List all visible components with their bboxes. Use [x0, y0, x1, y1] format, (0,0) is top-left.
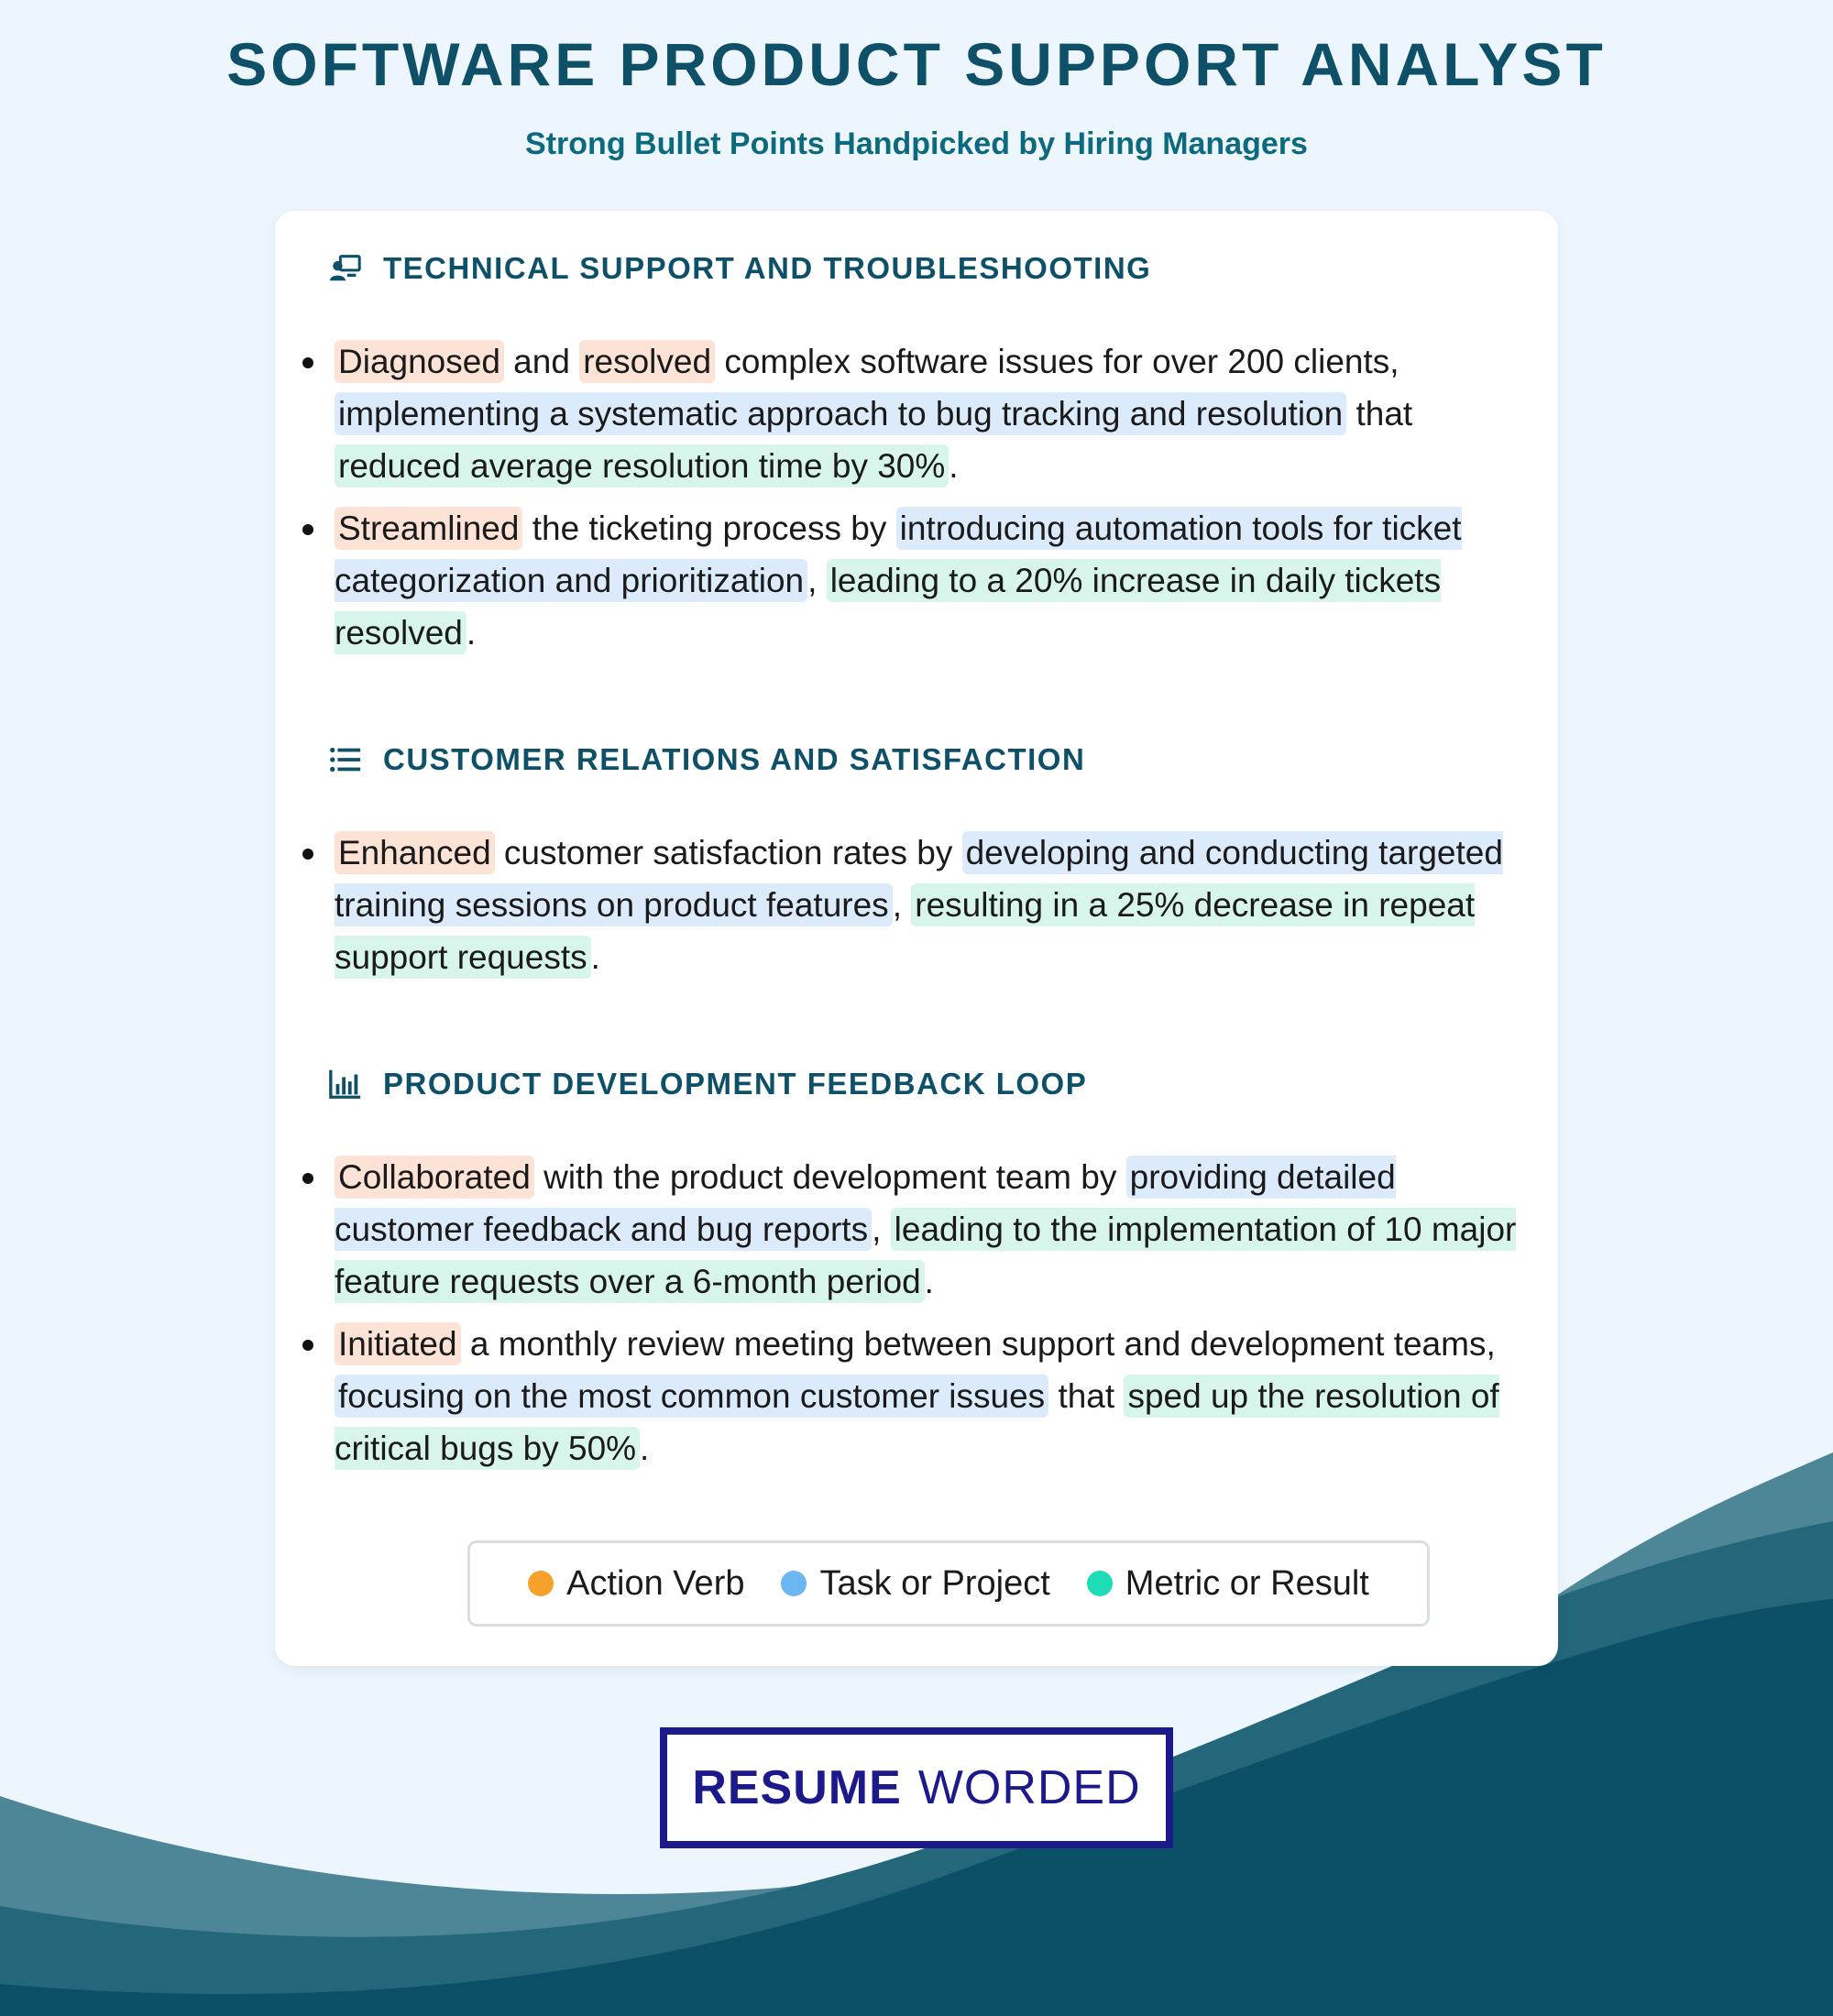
support-agent-icon: [328, 251, 363, 286]
bullet-text: .: [466, 614, 477, 652]
highlight-legend: [467, 1540, 1430, 1627]
orange-dot-icon: [528, 1571, 554, 1596]
bullet-item: [302, 1318, 1521, 1474]
blue-dot-icon: [781, 1571, 807, 1596]
page-subtitle: Strong Bullet Points Handpicked by Hiring Managers: [525, 126, 1308, 161]
metric-highlight: resulting in a 25% decrease in repeat support requests: [335, 883, 1475, 979]
legend-item-task-or-project: [781, 1564, 1049, 1604]
bullet-text: a monthly review meeting between support and development teams,: [460, 1325, 1496, 1363]
task-highlight: introducing automation tools for ticket categorization and prioritization: [335, 507, 1462, 602]
task-highlight: focusing on the most common customer issues: [335, 1375, 1048, 1418]
bullet-list-technical-support: [302, 335, 1521, 669]
bullet-text: .: [949, 447, 959, 485]
section-title-text: CUSTOMER RELATIONS AND SATISFACTION: [383, 742, 1086, 776]
action-verb-highlight: Initiated: [335, 1322, 461, 1365]
metric-highlight: reduced average resolution time by 30%: [335, 444, 949, 488]
task-highlight: providing detailed customer feedback and bug reports: [335, 1156, 1396, 1251]
action-verb-highlight: Enhanced: [335, 831, 495, 874]
bullet-text: ,: [872, 1211, 891, 1248]
legend-label: Action Verb: [566, 1563, 745, 1603]
bullet-item: [302, 502, 1521, 659]
task-highlight: implementing a systematic approach to bug tracking and resolution: [335, 392, 1346, 435]
section-title-text: PRODUCT DEVELOPMENT FEEDBACK LOOP: [383, 1067, 1088, 1101]
bullet-text: that: [1048, 1377, 1125, 1415]
metric-highlight: sped up the resolution of critical bugs by 50%: [335, 1375, 1499, 1470]
metric-highlight: leading to a 20% increase in daily tickets resolved: [335, 559, 1441, 654]
bullet-text: the ticketing process by: [522, 509, 896, 547]
teal-dot-icon: [1087, 1571, 1113, 1596]
bullet-text: complex software issues for over 200 clients,: [715, 343, 1399, 380]
logo-word-light: WORDED: [917, 1761, 1141, 1814]
bullet-text: .: [924, 1263, 934, 1300]
bullet-text: ,: [807, 562, 827, 599]
resume-worded-logo[interactable]: [660, 1727, 1173, 1848]
section-title-technical-support: [328, 251, 1151, 286]
action-verb-highlight: Streamlined: [335, 507, 522, 550]
bullet-text: .: [590, 938, 600, 976]
logo-word-bold: RESUME: [692, 1761, 902, 1814]
action-verb-highlight: Diagnosed: [335, 340, 504, 383]
action-verb-highlight: Collaborated: [335, 1156, 534, 1199]
metric-highlight: leading to the implementation of 10 major feature requests over a 6-month period: [335, 1208, 1516, 1303]
bullet-item: [302, 1151, 1521, 1308]
section-title-customer-relations: [328, 742, 1085, 777]
bullet-text: and: [503, 343, 580, 380]
bullet-text: customer satisfaction rates by: [494, 834, 962, 871]
section-title-product-development: [328, 1067, 1087, 1101]
section-title-text: TECHNICAL SUPPORT AND TROUBLESHOOTING: [383, 251, 1152, 285]
bullet-item: [302, 827, 1521, 983]
bullet-item: [302, 335, 1521, 492]
legend-item-action-verb: [528, 1564, 744, 1604]
legend-item-metric-or-result: [1087, 1564, 1369, 1604]
page-title: SOFTWARE PRODUCT SUPPORT ANALYST: [226, 30, 1607, 98]
bullet-text: .: [640, 1430, 650, 1467]
bullet-text: that: [1346, 395, 1413, 433]
action-verb-highlight: resolved: [579, 340, 715, 383]
list-icon: [328, 742, 363, 777]
bullet-points-card: [275, 211, 1558, 1666]
bullet-text: ,: [892, 886, 912, 924]
task-highlight: developing and conducting targeted training sessions on product features: [335, 831, 1503, 926]
bar-chart-icon: [328, 1067, 363, 1101]
bullet-list-product-development: [302, 1151, 1521, 1485]
page-header: [0, 27, 1833, 162]
bullet-text: with the product development team by: [533, 1158, 1126, 1196]
legend-label: Metric or Result: [1125, 1563, 1369, 1603]
bullet-list-customer-relations: [302, 827, 1521, 993]
legend-label: Task or Project: [819, 1563, 1050, 1603]
